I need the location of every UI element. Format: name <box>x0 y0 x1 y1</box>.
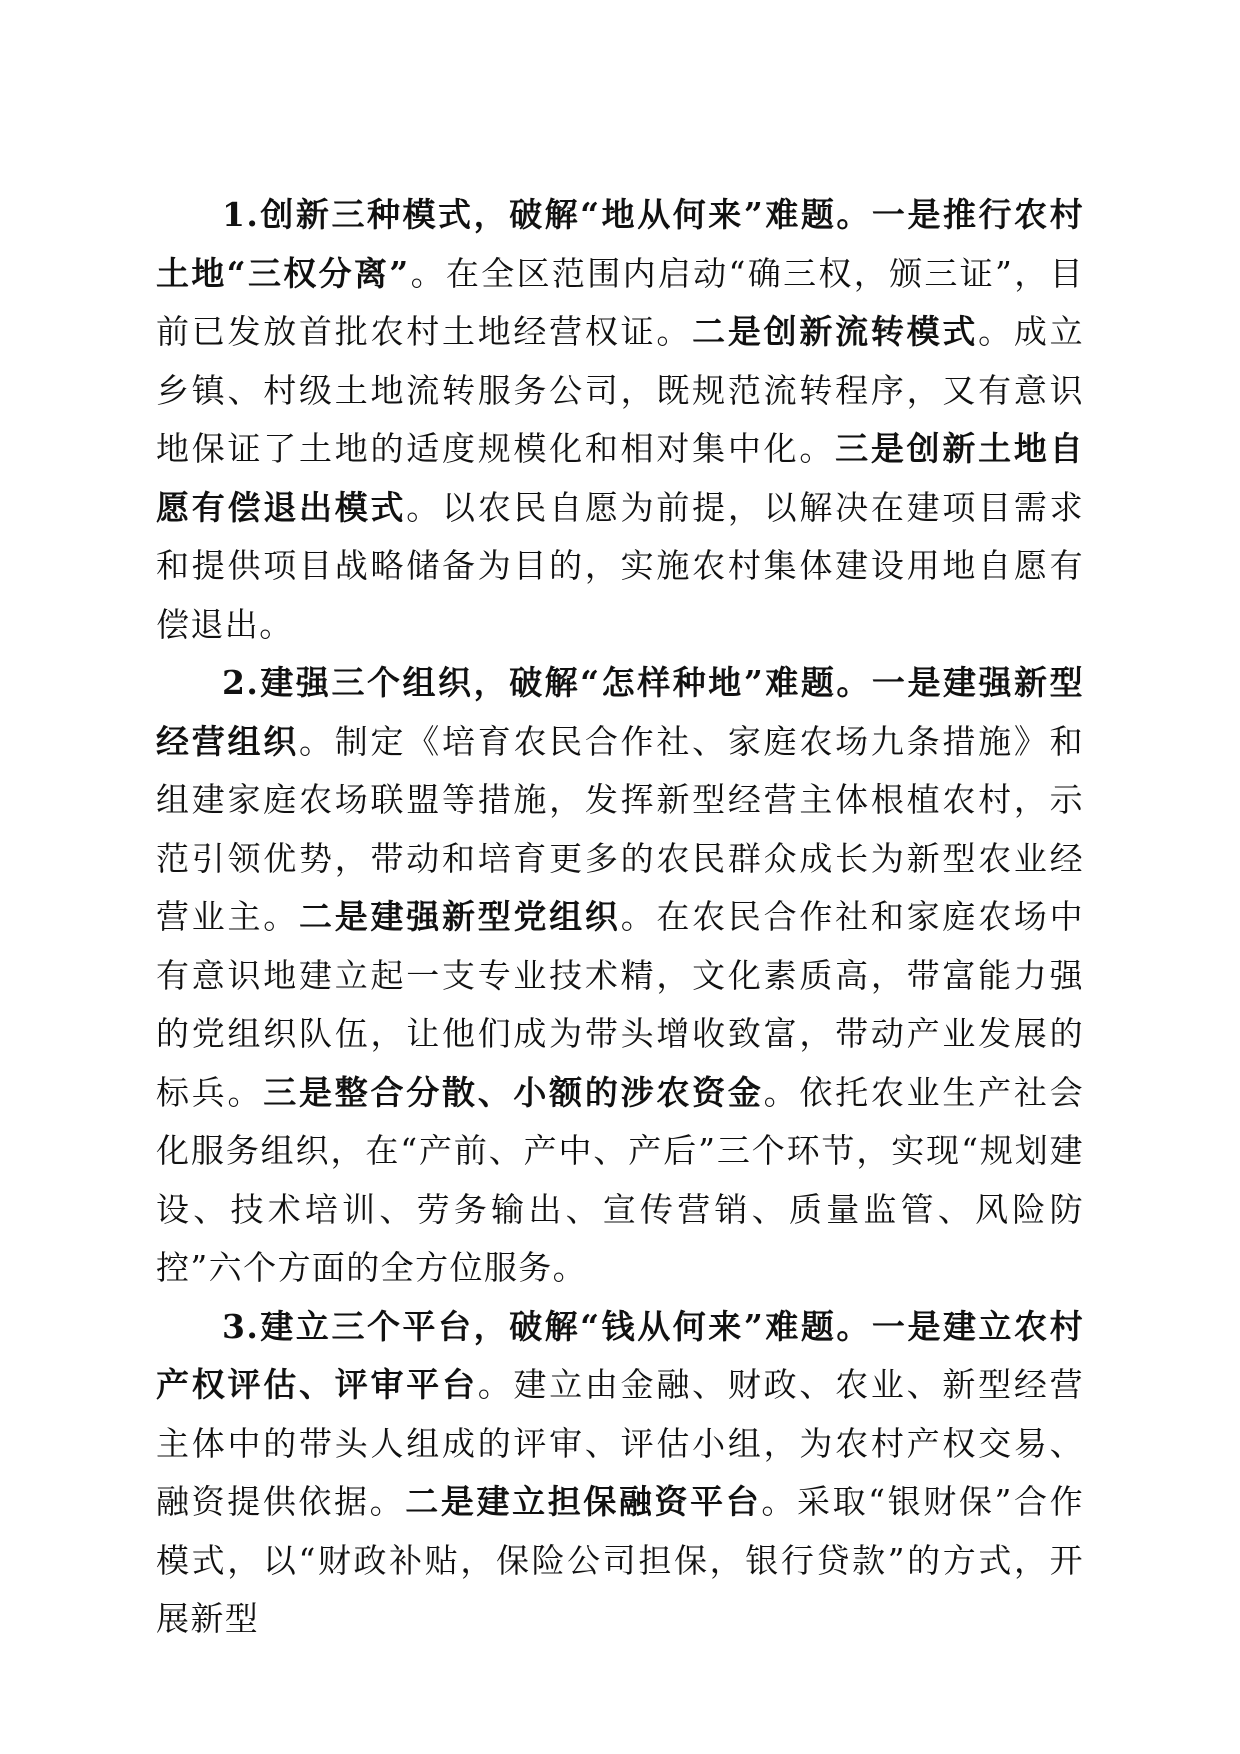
body-text: 。在全区范围内启动“确三权，颁三证”，目前已发放首批农村土地经营权证。 <box>156 253 1084 351</box>
subheading-text: 三是创新土地自愿有偿退出模式 <box>156 429 1084 527</box>
body-text: 。以农民自愿为前提，以解决在建项目需求和提供项目战略储备为目的，实施农村集体建设用地自愿有偿退出。 <box>156 487 1084 644</box>
body-text: 。在农民合作社和家庭农场中有意识地建立起一支专业技术精，文化素质高，带富能力强的党组织队伍，让他们成为带头增收致富，带动产业发展的标兵。 <box>156 897 1085 1112</box>
subheading-text: 二是建立担保融资平台 <box>405 1482 762 1521</box>
subheading-text: 二是建强新型党组织 <box>298 897 621 936</box>
body-text: 。采取“银财保”合作模式，以“财政补贴，保险公司担保，银行贷款”的方式，开展新型 <box>156 1482 1084 1638</box>
body-text: 。依托农业生产社会化服务组织，在“产前、产中、产后”三个环节，实现“规划建设、技术培训、劳务输出、宣传营销、质量监管、风险防控”六个方面的全方位服务。 <box>156 1072 1084 1287</box>
heading-funding-source: 3.建立三个平台，破解“钱从何来”难题。一是建立农村产权评估、评审平台 <box>156 1306 1084 1404</box>
body-text: 。建立由金融、财政、农业、新型经营主体中的带头人组成的评审、评估小组，为农村产权交易、融资提供依据。 <box>156 1365 1084 1521</box>
paragraph-farming-method <box>156 654 1084 1298</box>
subheading-text: 二是创新流转模式 <box>692 312 979 351</box>
document-page <box>156 186 1084 1649</box>
subheading-text: 三是整合分散、小额的涉农资金 <box>263 1072 764 1112</box>
body-text: 。制定《培育农民合作社、家庭农场九条措施》和组建家庭农场联盟等措施，发挥新型经营主体根植农村，示范引领优势，带动和培育更多的农民群众成长为新型农业经营业主。 <box>156 721 1084 936</box>
heading-farming-method: 2.建强三个组织，破解“怎样种地”难题。一是建强新型经营组织 <box>156 663 1084 761</box>
paragraph-funding-source <box>156 1298 1084 1649</box>
paragraph-land-source <box>156 186 1084 654</box>
heading-land-source: 1.创新三种模式，破解“地从何来”难题。一是推行农村土地“三权分离” <box>156 195 1084 293</box>
body-text: 。成立乡镇、村级土地流转服务公司，既规范流转程序，又有意识地保证了土地的适度规模化和相对集中化。 <box>156 312 1084 468</box>
